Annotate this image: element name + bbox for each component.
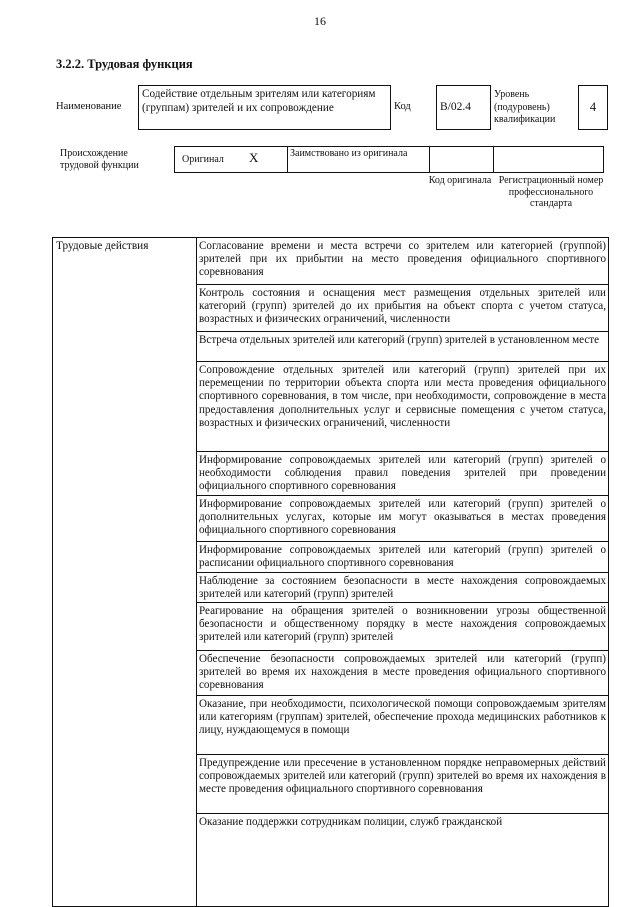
section-title: 3.2.2. Трудовая функция (56, 57, 193, 71)
level-label: Уровень (подуровень) квалификации (494, 89, 556, 125)
name-label: Наименование (56, 101, 122, 112)
reg-number-caption: Регистрационный номер профессионального стандарта (498, 175, 604, 209)
function-name: Содействие отдельным зрителям или категориям (группам) зрителей и их сопровождение (138, 85, 391, 130)
action-item: Оказание поддержки сотрудникам полиции, служб гражданской (199, 816, 503, 828)
action-item: Информирование сопровождаемых зрителей или категорий (групп) зрителей о дополнительных услугах, которые им могут оказываться в местах проведения официального спортивного соревнования (197, 496, 608, 542)
action-item: Предупреждение или пресечение в установленном порядке неправомерных действий сопровождаемых зрителей или категорий (групп) зрителей во время их нахождения в месте проведения официального спортивного соревнования (197, 755, 608, 814)
action-item: Контроль состояния и оснащения мест размещения отдельных зрителей или категорий (групп) зрителей до их прибытия на объект спорта с учетом статуса, возрастных и физических ограничений, численности (197, 285, 608, 332)
code-original-caption: Код оригинала (428, 175, 492, 186)
function-code: B/02.4 (436, 85, 491, 130)
action-item: Обеспечение безопасности сопровождаемых зрителей или категорий (групп) зрителей во время их нахождения в месте проведения официального спортивного соревнования (197, 651, 608, 696)
action-item: Согласование времени и места встречи со зрителем или категорией (группой) зрителей при их прибытии на место проведения официального спортивного соревнования (197, 238, 608, 285)
action-item: Наблюдение за состоянием безопасности в месте нахождения сопровождаемых зрителей или категорий (групп) зрителей (197, 573, 608, 603)
origin-label: Происхождение трудовой функции (60, 148, 139, 171)
action-item: Оказание, при необходимости, психологической помощи сопровождаемым зрителям или категориям (группам) зрителей, обеспечение прохода медицинских работников к лицу, нуждающемуся в помощи (197, 696, 608, 755)
action-item: Встреча отдельных зрителей или категорий (групп) зрителей в установленном месте (197, 332, 608, 362)
action-item: Реагирование на обращения зрителей о возникновении угрозы общественной безопасности и общественному порядку в месте нахождения сопровождаемых зрителей или категорий (групп) зрителей (197, 603, 608, 651)
action-item: Сопровождение отдельных зрителей или категорий (групп) зрителей при их перемещении по территории объекта спорта или места проведения официального спортивного соревнования, в том числе, при необходимости, сопровождение в места предоставления дополнительных услуг и сервисные помещения с учетом статуса, возрастных и физических ограничений, численности (197, 362, 608, 452)
original-label: Оригинал (182, 154, 224, 165)
page-number: 16 (314, 14, 326, 28)
labor-actions-table (52, 237, 609, 907)
qualification-level: 4 (578, 85, 608, 130)
actions-list (197, 238, 608, 854)
labor-actions-label: Трудовые действия (56, 240, 149, 252)
code-label: Код (394, 101, 411, 112)
borrowed-label: Заимствовано из оригинала (290, 148, 408, 159)
action-item: Информирование сопровождаемых зрителей или категорий (групп) зрителей о необходимости соблюдения правил поведения зрителей при проведении официального спортивного соревнования (197, 452, 608, 496)
action-item: Информирование сопровождаемых зрителей или категорий (групп) зрителей о расписании официального спортивного соревнования (197, 542, 608, 573)
original-mark: X (249, 150, 259, 165)
